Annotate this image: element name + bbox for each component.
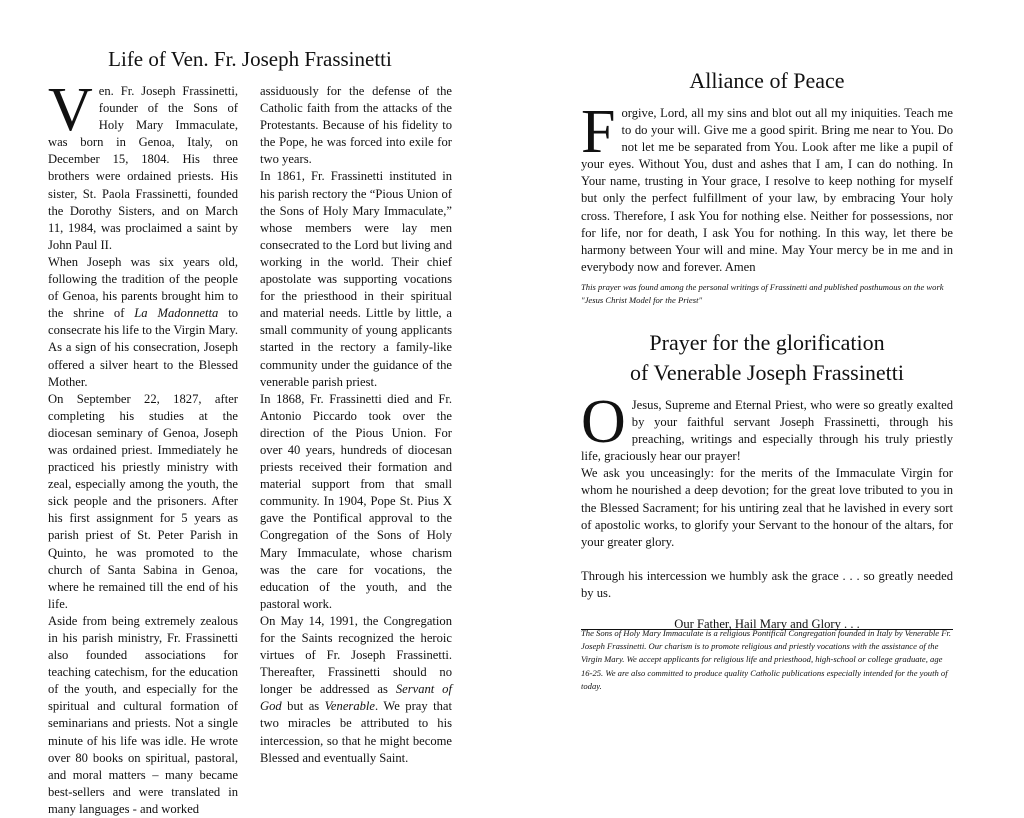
prayer-paragraph-3: Through his intercession we humbly ask the grace . . . so greatly needed by us. [581, 568, 953, 600]
text: On May 14, 1991, the Congregation for the Saints recognized the heroic virtues of Fr. Joseph Frassinetti. Thereafter, Frassinetti should no longer be addressed as [260, 613, 452, 697]
alliance-prayer [581, 98, 953, 276]
prayer-paragraph-2: We ask you unceasingly: for the merits of the Immaculate Virgin for whom he nourished a deep devotion; for the great love tributed to you in the Blessed Sacrament; for his untiring zeal that he lavished in every sort of apostolic works, to glorify your Servant to the honour of the altars, for your greater glory. [581, 466, 953, 549]
prayer-dropcap: O [581, 388, 626, 456]
paragraph [48, 254, 238, 391]
life-column-1 [48, 76, 238, 818]
text: In 1861, Fr. Frassinetti instituted in his parish rectory the “Pious Union of the Sons of Holy Mary Immaculate,” whose members were lay men consecrated to the Lord but living and working in the world. Their chief apostolate was supporting vocations for the priesthood in their spiritual and material needs. Little by little, a small community of young applicants started in the rectory a family-like community under the guidance of the venerable parish priest. [260, 169, 452, 389]
alliance-text: orgive, Lord, all my sins and blot out all my iniquities. Teach me to do your will. Give me a good spirit. Bring me near to You. Do not let me be separated from You. Look after me like a pupil of your eyes. Without You, dust and ashes that I am, I can do nothing. In Your name, trusting in Your grace, I resolve to keep nothing for myself but only the perfect fulfillment of your law, by embracing Your holy cross. Therefore, I ask You for nothing else. Neither for possessions, nor for life, nor for death, I ask You for nothing. In this way, let there be harmony between Your will and mine. May Your mercy be in me and in everybody now and forever. Amen [581, 106, 953, 274]
prayer-title [580, 328, 954, 388]
prayer-closing: Our Father, Hail Mary and Glory . . . [674, 617, 860, 632]
alliance-dropcap: F [581, 98, 616, 166]
prayer-title-line-1: Prayer for the glorification [649, 330, 885, 355]
paragraph [48, 613, 238, 818]
italic-text: Venerable [324, 699, 375, 714]
paragraph [260, 613, 452, 767]
paragraph [260, 83, 452, 168]
life-title: Life of Ven. Fr. Joseph Frassinetti [108, 47, 392, 71]
text: but as [281, 699, 325, 714]
glorification-prayer [581, 388, 953, 633]
prayer-paragraph-1: Jesus, Supreme and Eternal Priest, who were so greatly exalted by your faithful servant Joseph Frassinetti, through his preaching, writings and especially through his truly priestly life, graciously hear our prayer! [581, 398, 953, 464]
text: In 1868, Fr. Frassinetti died and Fr. Antonio Piccardo took over the direction of the Pious Union. For over 40 years, hundreds of diocesan priests received their formation and material support from that small community. In 1904, Pope St. Pius X gave the Pontifical approval to the Congregation of the Sons of Holy Mary Immaculate, whose charism was the care for vocations, the education of the youth, and the pastoral work. [260, 391, 452, 611]
text: When Joseph was six years old, following the tradition of the people of Genoa, his parents brought him to the shrine of [48, 254, 238, 321]
prayer-title-line-2: of Venerable Joseph Frassinetti [630, 360, 904, 385]
congregation-note: The Sons of Holy Mary Immaculate is a religious Pontifical Congregation founded in Italy by Venerable Fr. Joseph Frassinetti. Our charism is to promote religious and priestly vocations with the assistance of the Virgin Mary. We accept applicants for religious life and priesthood, high-school or college graduate, age 16-25. We are also committed to produce quality Catholic publications especially intended for the youth of today. [581, 628, 952, 691]
alliance-title: Alliance of Peace [689, 68, 845, 93]
text: assiduously for the defense of the Catholic faith from the attacks of the Protestants. Because of his fidelity to the Pope, he was forced into exile for two years. [260, 84, 452, 167]
life-dropcap: V [48, 76, 93, 144]
right-page [512, 0, 1024, 782]
text: . We pray that two miracles be attributed to his intercession, so that he might become Blessed and eventually Saint. [260, 699, 452, 765]
italic-text: La Madonnetta [134, 306, 219, 321]
life-column-2 [260, 83, 452, 767]
life-column-2-paragraphs [260, 83, 452, 767]
paragraph [48, 391, 238, 613]
text: to consecrate his life to the Virgin Mary. As a sign of his consecration, Joseph offered a silver heart to the Blessed Mother. [48, 306, 238, 389]
text: Aside from being extremely zealous in his parish ministry, Fr. Frassinetti also founded associations for teaching catechism, for the education of the youth, and especially for the spiritual and cultural formation of seminarians and priests. Not a single minute of his life was idle. He wrote over 80 books on spiritual, pastoral, and moral matters – many became best-sellers and were translated in many languages - and worked [48, 613, 238, 816]
paragraph [260, 391, 452, 613]
left-page [0, 0, 512, 816]
italic-text: Servant of God [260, 682, 452, 714]
text: en. Fr. Joseph Frassinetti, founder of the Sons of Holy Mary Immaculate, was born in Genoa, Italy, on December 15, 1804. His three brothers were ordained priests. His sister, St. Paola Frassinetti, founded the Dorothy Sisters, and on March 11, 1984, was proclaimed a saint by John Paul II. [48, 84, 238, 252]
life-column-1-paragraphs [48, 76, 238, 818]
paragraph [260, 168, 452, 390]
alliance-source-note: This prayer was found among the personal writings of Frassinetti and published posthumous on the work "Jesus Christ Model for the Priest" [581, 282, 944, 306]
text: On September 22, 1827, after completing his studies at the diocesan seminary of Genoa, Joseph was ordained priest. Immediately he practiced his priestly ministry with zeal, especially among the youth, the sick people and the prisoners. After his first assignment for 5 years as parish priest of St. Peter Parish in Quinto, he was promoted to the church of Santa Sabina in Genoa, where he remained till the end of his life. [48, 391, 238, 611]
